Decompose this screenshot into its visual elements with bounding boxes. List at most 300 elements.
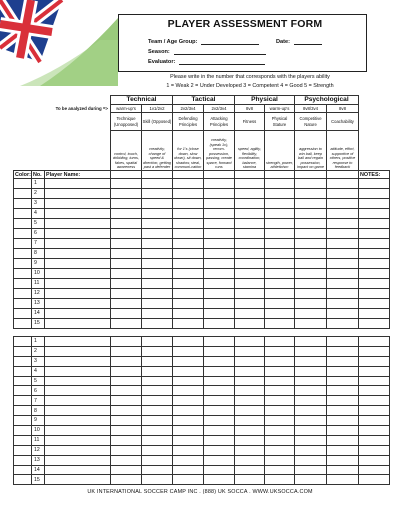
score-cell[interactable]: [265, 386, 295, 396]
score-cell[interactable]: [235, 455, 265, 465]
score-cell[interactable]: [295, 406, 327, 416]
player-name-cell[interactable]: [45, 189, 111, 199]
score-cell[interactable]: [327, 289, 359, 299]
score-cell[interactable]: [173, 386, 204, 396]
score-cell[interactable]: [265, 239, 295, 249]
score-cell[interactable]: [235, 289, 265, 299]
score-cell[interactable]: [295, 376, 327, 386]
score-cell[interactable]: [142, 179, 173, 189]
score-cell[interactable]: [327, 426, 359, 436]
score-cell[interactable]: [265, 189, 295, 199]
notes-cell[interactable]: [359, 337, 390, 347]
score-cell[interactable]: [173, 179, 204, 189]
notes-cell[interactable]: [359, 289, 390, 299]
color-cell[interactable]: [14, 396, 32, 406]
score-cell[interactable]: [204, 396, 235, 406]
color-cell[interactable]: [14, 435, 32, 445]
score-cell[interactable]: [265, 309, 295, 319]
score-cell[interactable]: [142, 269, 173, 279]
score-cell[interactable]: [235, 386, 265, 396]
score-cell[interactable]: [327, 386, 359, 396]
score-cell[interactable]: [265, 356, 295, 366]
score-cell[interactable]: [142, 319, 173, 329]
notes-cell[interactable]: [359, 445, 390, 455]
score-cell[interactable]: [173, 309, 204, 319]
notes-cell[interactable]: [359, 239, 390, 249]
score-cell[interactable]: [265, 376, 295, 386]
score-cell[interactable]: [173, 396, 204, 406]
player-name-cell[interactable]: [45, 416, 111, 426]
score-cell[interactable]: [111, 435, 142, 445]
player-name-cell[interactable]: [45, 396, 111, 406]
score-cell[interactable]: [235, 209, 265, 219]
score-cell[interactable]: [142, 209, 173, 219]
color-cell[interactable]: [14, 179, 32, 189]
score-cell[interactable]: [173, 189, 204, 199]
score-cell[interactable]: [295, 337, 327, 347]
score-cell[interactable]: [111, 455, 142, 465]
score-cell[interactable]: [327, 209, 359, 219]
notes-cell[interactable]: [359, 189, 390, 199]
notes-cell[interactable]: [359, 269, 390, 279]
date-line[interactable]: [294, 38, 322, 45]
score-cell[interactable]: [235, 299, 265, 309]
color-cell[interactable]: [14, 426, 32, 436]
color-cell[interactable]: [14, 376, 32, 386]
player-name-cell[interactable]: [45, 179, 111, 189]
score-cell[interactable]: [142, 435, 173, 445]
score-cell[interactable]: [111, 465, 142, 475]
evaluator-field[interactable]: [148, 58, 265, 65]
color-cell[interactable]: [14, 406, 32, 416]
score-cell[interactable]: [295, 259, 327, 269]
score-cell[interactable]: [295, 455, 327, 465]
score-cell[interactable]: [204, 337, 235, 347]
score-cell[interactable]: [265, 396, 295, 406]
score-cell[interactable]: [265, 465, 295, 475]
score-cell[interactable]: [204, 209, 235, 219]
score-cell[interactable]: [265, 229, 295, 239]
score-cell[interactable]: [111, 475, 142, 485]
score-cell[interactable]: [204, 455, 235, 465]
notes-cell[interactable]: [359, 259, 390, 269]
score-cell[interactable]: [173, 455, 204, 465]
score-cell[interactable]: [142, 455, 173, 465]
score-cell[interactable]: [235, 249, 265, 259]
score-cell[interactable]: [235, 445, 265, 455]
notes-cell[interactable]: [359, 346, 390, 356]
score-cell[interactable]: [327, 319, 359, 329]
evaluator-line[interactable]: [179, 58, 265, 65]
player-name-cell[interactable]: [45, 426, 111, 436]
score-cell[interactable]: [327, 179, 359, 189]
player-name-cell[interactable]: [45, 269, 111, 279]
score-cell[interactable]: [265, 209, 295, 219]
color-cell[interactable]: [14, 309, 32, 319]
score-cell[interactable]: [265, 219, 295, 229]
score-cell[interactable]: [295, 269, 327, 279]
score-cell[interactable]: [111, 279, 142, 289]
color-cell[interactable]: [14, 279, 32, 289]
score-cell[interactable]: [265, 455, 295, 465]
score-cell[interactable]: [295, 346, 327, 356]
notes-cell[interactable]: [359, 356, 390, 366]
score-cell[interactable]: [204, 269, 235, 279]
color-cell[interactable]: [14, 269, 32, 279]
notes-cell[interactable]: [359, 465, 390, 475]
score-cell[interactable]: [111, 416, 142, 426]
score-cell[interactable]: [204, 426, 235, 436]
score-cell[interactable]: [295, 189, 327, 199]
score-cell[interactable]: [327, 416, 359, 426]
score-cell[interactable]: [204, 366, 235, 376]
score-cell[interactable]: [173, 376, 204, 386]
score-cell[interactable]: [327, 356, 359, 366]
score-cell[interactable]: [142, 279, 173, 289]
score-cell[interactable]: [235, 309, 265, 319]
color-cell[interactable]: [14, 319, 32, 329]
score-cell[interactable]: [204, 289, 235, 299]
score-cell[interactable]: [111, 239, 142, 249]
score-cell[interactable]: [142, 289, 173, 299]
score-cell[interactable]: [111, 289, 142, 299]
score-cell[interactable]: [295, 229, 327, 239]
score-cell[interactable]: [111, 269, 142, 279]
score-cell[interactable]: [173, 199, 204, 209]
score-cell[interactable]: [235, 356, 265, 366]
score-cell[interactable]: [327, 249, 359, 259]
score-cell[interactable]: [235, 259, 265, 269]
score-cell[interactable]: [235, 219, 265, 229]
score-cell[interactable]: [173, 475, 204, 485]
score-cell[interactable]: [111, 179, 142, 189]
score-cell[interactable]: [204, 299, 235, 309]
player-name-cell[interactable]: [45, 239, 111, 249]
score-cell[interactable]: [327, 229, 359, 239]
score-cell[interactable]: [111, 396, 142, 406]
score-cell[interactable]: [142, 189, 173, 199]
score-cell[interactable]: [173, 445, 204, 455]
notes-cell[interactable]: [359, 249, 390, 259]
score-cell[interactable]: [327, 376, 359, 386]
score-cell[interactable]: [327, 406, 359, 416]
score-cell[interactable]: [327, 366, 359, 376]
score-cell[interactable]: [295, 475, 327, 485]
player-name-cell[interactable]: [45, 249, 111, 259]
score-cell[interactable]: [235, 435, 265, 445]
color-cell[interactable]: [14, 289, 32, 299]
score-cell[interactable]: [327, 337, 359, 347]
color-cell[interactable]: [14, 346, 32, 356]
color-cell[interactable]: [14, 475, 32, 485]
color-cell[interactable]: [14, 356, 32, 366]
score-cell[interactable]: [235, 229, 265, 239]
score-cell[interactable]: [204, 435, 235, 445]
score-cell[interactable]: [235, 269, 265, 279]
player-name-cell[interactable]: [45, 229, 111, 239]
score-cell[interactable]: [142, 386, 173, 396]
score-cell[interactable]: [142, 219, 173, 229]
date-field[interactable]: [276, 38, 322, 45]
score-cell[interactable]: [295, 445, 327, 455]
score-cell[interactable]: [327, 475, 359, 485]
score-cell[interactable]: [295, 249, 327, 259]
score-cell[interactable]: [265, 346, 295, 356]
score-cell[interactable]: [295, 386, 327, 396]
score-cell[interactable]: [235, 406, 265, 416]
notes-cell[interactable]: [359, 319, 390, 329]
notes-cell[interactable]: [359, 426, 390, 436]
notes-cell[interactable]: [359, 386, 390, 396]
score-cell[interactable]: [265, 249, 295, 259]
notes-cell[interactable]: [359, 396, 390, 406]
score-cell[interactable]: [295, 279, 327, 289]
color-cell[interactable]: [14, 445, 32, 455]
score-cell[interactable]: [295, 426, 327, 436]
player-name-cell[interactable]: [45, 376, 111, 386]
score-cell[interactable]: [327, 239, 359, 249]
color-cell[interactable]: [14, 386, 32, 396]
score-cell[interactable]: [111, 386, 142, 396]
notes-cell[interactable]: [359, 179, 390, 189]
player-name-cell[interactable]: [45, 406, 111, 416]
player-name-cell[interactable]: [45, 337, 111, 347]
score-cell[interactable]: [142, 249, 173, 259]
score-cell[interactable]: [295, 299, 327, 309]
score-cell[interactable]: [204, 346, 235, 356]
score-cell[interactable]: [173, 239, 204, 249]
score-cell[interactable]: [327, 396, 359, 406]
notes-cell[interactable]: [359, 376, 390, 386]
player-name-cell[interactable]: [45, 309, 111, 319]
score-cell[interactable]: [111, 346, 142, 356]
notes-cell[interactable]: [359, 309, 390, 319]
score-cell[interactable]: [111, 309, 142, 319]
score-cell[interactable]: [111, 189, 142, 199]
score-cell[interactable]: [204, 259, 235, 269]
score-cell[interactable]: [204, 465, 235, 475]
score-cell[interactable]: [111, 445, 142, 455]
score-cell[interactable]: [327, 346, 359, 356]
score-cell[interactable]: [265, 259, 295, 269]
score-cell[interactable]: [204, 219, 235, 229]
score-cell[interactable]: [204, 406, 235, 416]
score-cell[interactable]: [142, 406, 173, 416]
color-cell[interactable]: [14, 209, 32, 219]
score-cell[interactable]: [111, 337, 142, 347]
player-name-cell[interactable]: [45, 259, 111, 269]
notes-cell[interactable]: [359, 299, 390, 309]
score-cell[interactable]: [295, 289, 327, 299]
score-cell[interactable]: [111, 366, 142, 376]
score-cell[interactable]: [142, 259, 173, 269]
score-cell[interactable]: [235, 199, 265, 209]
score-cell[interactable]: [111, 406, 142, 416]
score-cell[interactable]: [173, 319, 204, 329]
score-cell[interactable]: [142, 416, 173, 426]
notes-cell[interactable]: [359, 406, 390, 416]
score-cell[interactable]: [265, 289, 295, 299]
score-cell[interactable]: [173, 346, 204, 356]
notes-cell[interactable]: [359, 199, 390, 209]
score-cell[interactable]: [295, 319, 327, 329]
score-cell[interactable]: [235, 465, 265, 475]
score-cell[interactable]: [142, 229, 173, 239]
notes-cell[interactable]: [359, 455, 390, 465]
score-cell[interactable]: [265, 426, 295, 436]
score-cell[interactable]: [204, 416, 235, 426]
notes-cell[interactable]: [359, 209, 390, 219]
score-cell[interactable]: [142, 475, 173, 485]
score-cell[interactable]: [265, 299, 295, 309]
score-cell[interactable]: [111, 426, 142, 436]
score-cell[interactable]: [173, 209, 204, 219]
score-cell[interactable]: [173, 279, 204, 289]
score-cell[interactable]: [265, 199, 295, 209]
notes-cell[interactable]: [359, 279, 390, 289]
score-cell[interactable]: [111, 219, 142, 229]
score-cell[interactable]: [295, 416, 327, 426]
color-cell[interactable]: [14, 465, 32, 475]
player-name-cell[interactable]: [45, 319, 111, 329]
player-name-cell[interactable]: [45, 209, 111, 219]
team-line[interactable]: [201, 38, 259, 45]
score-cell[interactable]: [265, 319, 295, 329]
notes-cell[interactable]: [359, 475, 390, 485]
score-cell[interactable]: [111, 209, 142, 219]
player-name-cell[interactable]: [45, 366, 111, 376]
color-cell[interactable]: [14, 366, 32, 376]
score-cell[interactable]: [295, 356, 327, 366]
score-cell[interactable]: [173, 465, 204, 475]
score-cell[interactable]: [204, 199, 235, 209]
color-cell[interactable]: [14, 229, 32, 239]
score-cell[interactable]: [265, 406, 295, 416]
score-cell[interactable]: [295, 435, 327, 445]
score-cell[interactable]: [235, 319, 265, 329]
score-cell[interactable]: [295, 219, 327, 229]
color-cell[interactable]: [14, 239, 32, 249]
color-cell[interactable]: [14, 416, 32, 426]
score-cell[interactable]: [142, 465, 173, 475]
score-cell[interactable]: [111, 356, 142, 366]
score-cell[interactable]: [204, 356, 235, 366]
score-cell[interactable]: [327, 279, 359, 289]
score-cell[interactable]: [327, 219, 359, 229]
score-cell[interactable]: [295, 396, 327, 406]
score-cell[interactable]: [327, 445, 359, 455]
color-cell[interactable]: [14, 455, 32, 465]
score-cell[interactable]: [235, 279, 265, 289]
score-cell[interactable]: [173, 269, 204, 279]
color-cell[interactable]: [14, 299, 32, 309]
score-cell[interactable]: [295, 366, 327, 376]
player-name-cell[interactable]: [45, 279, 111, 289]
score-cell[interactable]: [111, 199, 142, 209]
score-cell[interactable]: [142, 426, 173, 436]
score-cell[interactable]: [142, 376, 173, 386]
score-cell[interactable]: [235, 346, 265, 356]
player-name-cell[interactable]: [45, 445, 111, 455]
score-cell[interactable]: [235, 475, 265, 485]
score-cell[interactable]: [142, 337, 173, 347]
score-cell[interactable]: [204, 189, 235, 199]
score-cell[interactable]: [204, 445, 235, 455]
score-cell[interactable]: [265, 279, 295, 289]
notes-cell[interactable]: [359, 229, 390, 239]
score-cell[interactable]: [142, 199, 173, 209]
score-cell[interactable]: [173, 337, 204, 347]
score-cell[interactable]: [173, 219, 204, 229]
score-cell[interactable]: [173, 356, 204, 366]
score-cell[interactable]: [265, 435, 295, 445]
score-cell[interactable]: [235, 416, 265, 426]
score-cell[interactable]: [265, 475, 295, 485]
color-cell[interactable]: [14, 337, 32, 347]
player-name-cell[interactable]: [45, 435, 111, 445]
score-cell[interactable]: [111, 299, 142, 309]
score-cell[interactable]: [327, 259, 359, 269]
score-cell[interactable]: [173, 299, 204, 309]
score-cell[interactable]: [235, 239, 265, 249]
score-cell[interactable]: [327, 435, 359, 445]
score-cell[interactable]: [142, 366, 173, 376]
score-cell[interactable]: [295, 179, 327, 189]
score-cell[interactable]: [173, 259, 204, 269]
score-cell[interactable]: [327, 199, 359, 209]
season-line[interactable]: [174, 48, 266, 55]
score-cell[interactable]: [327, 465, 359, 475]
score-cell[interactable]: [327, 455, 359, 465]
score-cell[interactable]: [265, 366, 295, 376]
score-cell[interactable]: [235, 189, 265, 199]
notes-cell[interactable]: [359, 366, 390, 376]
team-field[interactable]: [148, 38, 259, 45]
score-cell[interactable]: [173, 416, 204, 426]
score-cell[interactable]: [235, 337, 265, 347]
player-name-cell[interactable]: [45, 465, 111, 475]
player-name-cell[interactable]: [45, 299, 111, 309]
score-cell[interactable]: [173, 435, 204, 445]
score-cell[interactable]: [173, 229, 204, 239]
score-cell[interactable]: [142, 299, 173, 309]
score-cell[interactable]: [111, 376, 142, 386]
score-cell[interactable]: [265, 337, 295, 347]
score-cell[interactable]: [142, 356, 173, 366]
color-cell[interactable]: [14, 199, 32, 209]
score-cell[interactable]: [204, 376, 235, 386]
color-cell[interactable]: [14, 189, 32, 199]
score-cell[interactable]: [142, 346, 173, 356]
score-cell[interactable]: [295, 209, 327, 219]
score-cell[interactable]: [295, 199, 327, 209]
score-cell[interactable]: [265, 179, 295, 189]
score-cell[interactable]: [204, 279, 235, 289]
notes-cell[interactable]: [359, 435, 390, 445]
player-name-cell[interactable]: [45, 455, 111, 465]
player-name-cell[interactable]: [45, 199, 111, 209]
season-field[interactable]: [148, 48, 266, 55]
score-cell[interactable]: [327, 189, 359, 199]
score-cell[interactable]: [327, 269, 359, 279]
player-name-cell[interactable]: [45, 289, 111, 299]
score-cell[interactable]: [295, 309, 327, 319]
score-cell[interactable]: [327, 299, 359, 309]
score-cell[interactable]: [204, 179, 235, 189]
player-name-cell[interactable]: [45, 346, 111, 356]
color-cell[interactable]: [14, 259, 32, 269]
score-cell[interactable]: [173, 406, 204, 416]
